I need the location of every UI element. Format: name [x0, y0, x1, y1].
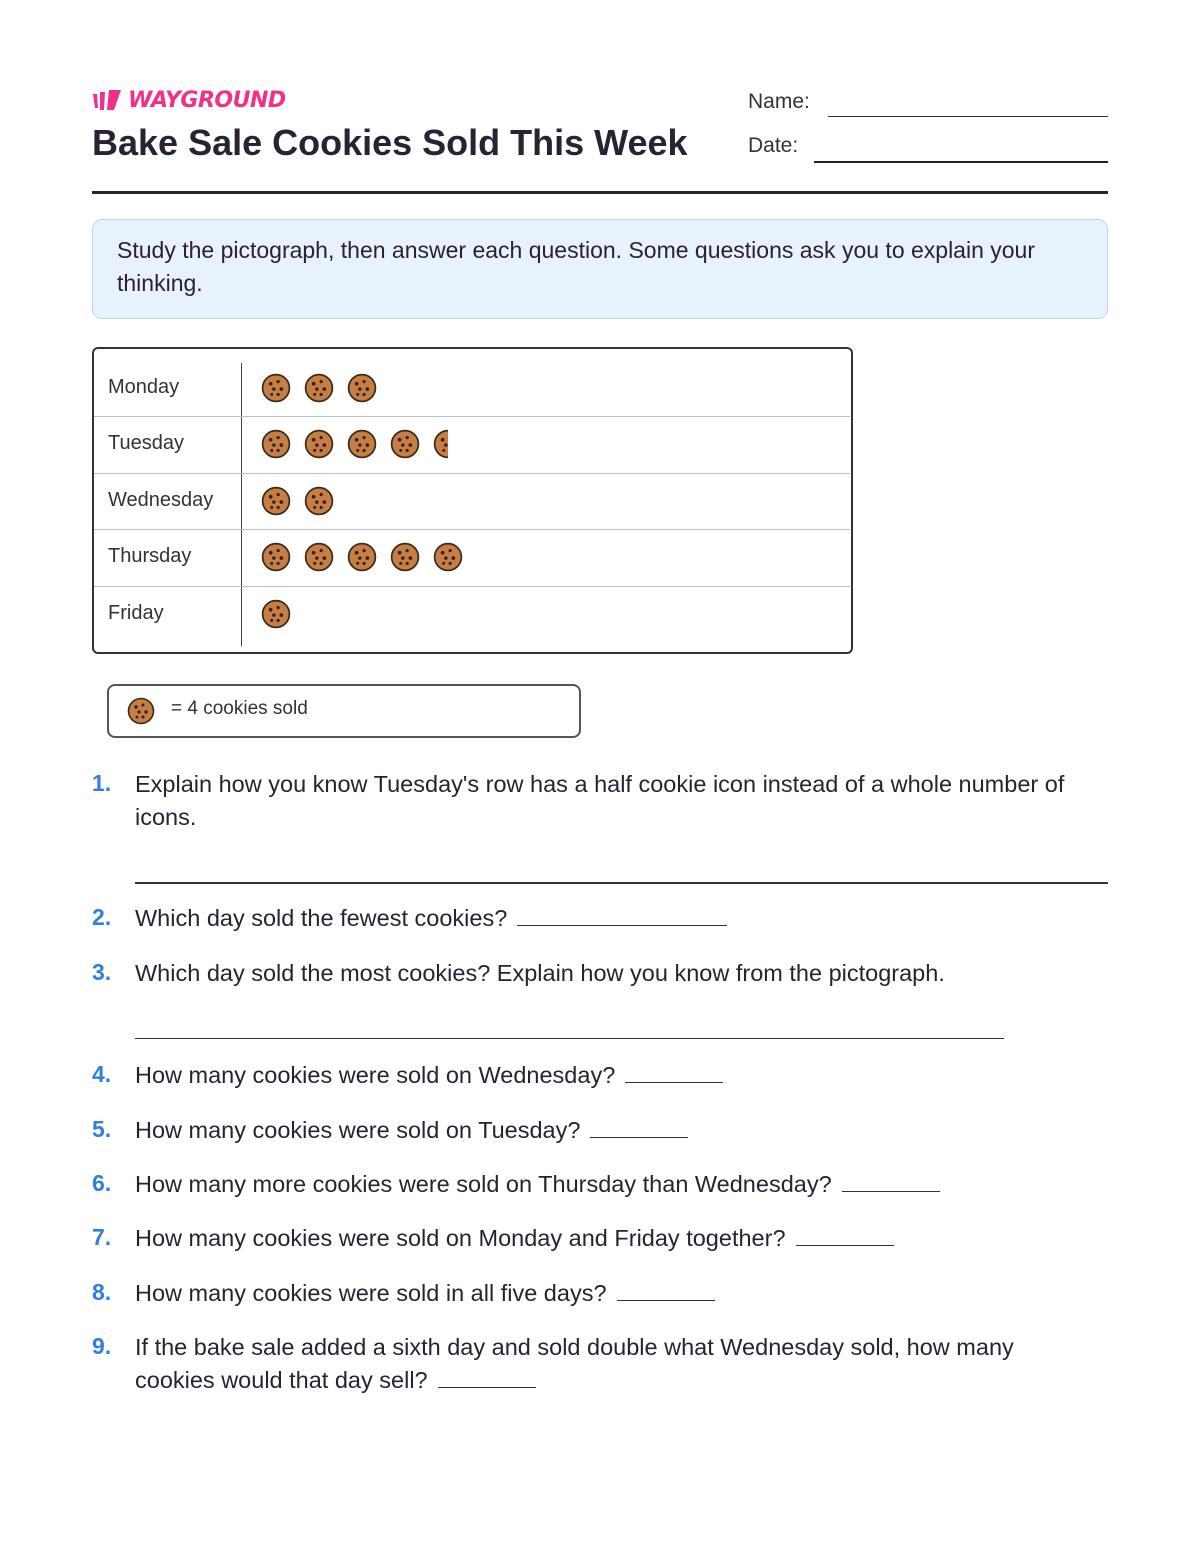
- question-item: [135, 1114, 688, 1147]
- answer-blank[interactable]: [517, 905, 727, 926]
- cookie-icon: [304, 373, 334, 403]
- answer-line[interactable]: [135, 882, 1108, 884]
- question-item: [135, 1331, 1095, 1397]
- day-label: Tuesday: [108, 432, 184, 455]
- cookie-icon: [433, 542, 463, 572]
- cookie-icon: [304, 486, 334, 516]
- pictograph-row-thursday: [94, 529, 850, 585]
- cookie-icon: [347, 429, 377, 459]
- question-number: 5.: [92, 1116, 112, 1142]
- cookie-icon: [261, 373, 291, 403]
- day-label: Wednesday: [108, 488, 214, 511]
- pictograph-row-tuesday: [94, 416, 850, 472]
- question-item: [135, 902, 727, 935]
- question-item: [135, 1277, 715, 1310]
- question-number: 2.: [92, 904, 112, 930]
- question-number: 9.: [92, 1333, 112, 1359]
- pictograph-row-friday: [94, 586, 850, 642]
- day-label: Monday: [108, 376, 180, 398]
- name-field[interactable]: [828, 116, 1108, 117]
- question-number: 7.: [92, 1224, 112, 1250]
- question-item: [135, 1168, 940, 1201]
- question-item: [135, 1222, 894, 1255]
- page-title: Bake Sale Cookies Sold This Week: [92, 122, 688, 163]
- question-text: How many cookies were sold in all five days?: [135, 1280, 607, 1306]
- question-text: Which day sold the most cookies? Explain how you know from the pictograph.: [135, 960, 945, 986]
- brand-name: WAYGROUND: [128, 87, 286, 113]
- question-text: Which day sold the fewest cookies?: [135, 905, 508, 931]
- date-field[interactable]: [814, 161, 1108, 163]
- answer-line[interactable]: [135, 1038, 1004, 1039]
- question-number: 1.: [92, 770, 112, 796]
- name-label: Name:: [748, 90, 810, 113]
- pictograph-key: [107, 684, 581, 738]
- question-number: 4.: [92, 1061, 112, 1087]
- header-divider: [92, 191, 1108, 194]
- pictograph: [92, 347, 853, 654]
- date-label: Date:: [748, 134, 799, 157]
- cookie-icon: [347, 542, 377, 572]
- cookie-icon: [261, 486, 291, 516]
- answer-blank[interactable]: [438, 1367, 536, 1388]
- day-label: Friday: [108, 601, 164, 624]
- cookie-icon: [390, 429, 420, 459]
- cookie-icon: [390, 542, 420, 572]
- wayground-logo-icon: [92, 88, 122, 112]
- answer-blank[interactable]: [617, 1280, 715, 1301]
- question-text: Explain how you know Tuesday's row has a half cookie icon instead of a whole number of icons.: [135, 771, 1065, 830]
- question-text: If the bake sale added a sixth day and sold double what Wednesday sold, how many cookies would that day sell?: [135, 1334, 1014, 1393]
- key-label: = 4 cookies sold: [171, 698, 308, 719]
- instructions-box: Study the pictograph, then answer each question. Some questions ask you to explain your thinking.: [92, 219, 1108, 319]
- answer-blank[interactable]: [796, 1225, 894, 1246]
- answer-blank[interactable]: [590, 1117, 688, 1138]
- question-text: How many cookies were sold on Tuesday?: [135, 1117, 581, 1143]
- cookie-icon: [261, 542, 291, 572]
- pictograph-row-wednesday: [94, 473, 850, 529]
- question-text: How many more cookies were sold on Thursday than Wednesday?: [135, 1171, 832, 1197]
- question-text: How many cookies were sold on Monday and Friday together?: [135, 1225, 786, 1251]
- cookie-icon: [304, 542, 334, 572]
- half-cookie-icon: [433, 429, 463, 459]
- day-label: Thursday: [108, 545, 192, 568]
- cookie-icon: [261, 429, 291, 459]
- cookie-icon: [261, 599, 291, 629]
- question-number: 3.: [92, 959, 112, 985]
- answer-blank[interactable]: [625, 1062, 723, 1083]
- pictograph-row-monday: [94, 360, 850, 416]
- question-number: 6.: [92, 1170, 112, 1196]
- cookie-icon: [304, 429, 334, 459]
- brand-logo: [92, 86, 286, 114]
- question-item: [135, 1059, 723, 1092]
- cookie-icon: [347, 373, 377, 403]
- cookie-icon: [127, 697, 155, 725]
- question-number: 8.: [92, 1279, 112, 1305]
- question-text: How many cookies were sold on Wednesday?: [135, 1062, 616, 1088]
- answer-blank[interactable]: [842, 1171, 940, 1192]
